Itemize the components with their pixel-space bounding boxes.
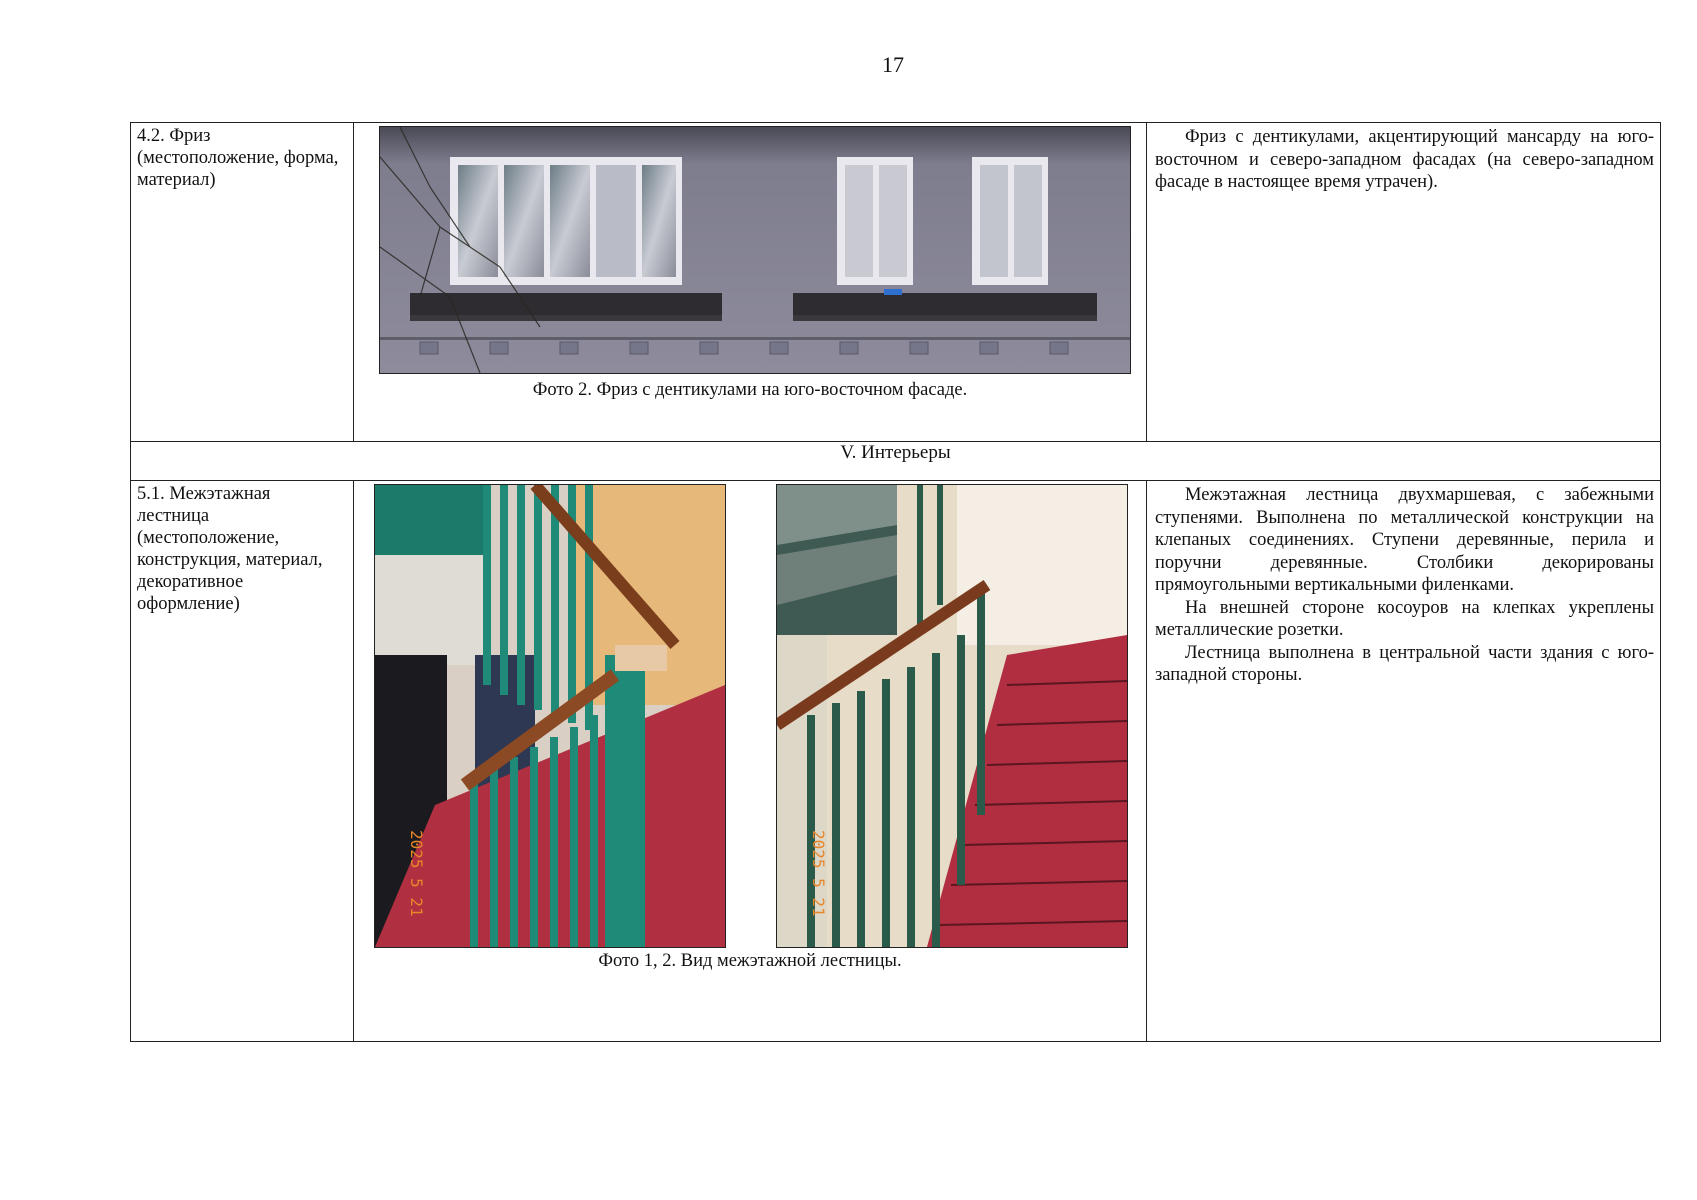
- stairs-photo-caption: Фото 1, 2. Вид межэтажной лестницы.: [598, 951, 902, 971]
- frieze-label: 4.2. Фриз (местоположение, форма, материал): [137, 126, 339, 190]
- stairs-photo-1: [374, 484, 726, 948]
- stairs-description-paragraph: Лестница выполнена в центральной части здания с юго-западной стороны.: [1155, 642, 1654, 685]
- frieze-description-cell: [1147, 123, 1661, 442]
- frieze-description: Фриз с дентикулами, акцентирующий мансарду на юго-восточном и северо-западном фасадах (на северо-западном фасаде в настоящее время утрачен).: [1155, 127, 1654, 192]
- section-title: V. Интерьеры: [131, 442, 1661, 481]
- stairs-description-paragraph: Межэтажная лестница двухмаршевая, с забежными ступенями. Выполнена по металлической конструкции на клепаных соединениях. Ступени деревянные, перила и поручни деревянные. Столбики декорированы прямоугольными вертикальными филенками.: [1155, 485, 1654, 595]
- stairs-photo-cell: [354, 481, 1147, 1042]
- page-number: 17: [882, 52, 904, 77]
- monument-subject-table: [130, 122, 1661, 1042]
- frieze-label-cell: [131, 123, 354, 442]
- frieze-photo-cell: [354, 123, 1147, 442]
- stairs-label: 5.1. Межэтажная лестница (местоположение, конструкция, материал, декоративное оформление): [137, 484, 323, 614]
- stairs-description-paragraph: На внешней стороне косоуров на клепках укреплены металлические розетки.: [1155, 597, 1654, 640]
- stairs-description-cell: [1147, 481, 1661, 1042]
- frieze-photo-caption: Фото 2. Фриз с дентикулами на юго-восточном фасаде.: [532, 380, 968, 400]
- table-row-section: [131, 442, 1661, 481]
- stairs-label-cell: [131, 481, 354, 1042]
- table-row-frieze: [131, 123, 1661, 442]
- stairs-photo-2: [776, 484, 1128, 948]
- table-row-stairs: [131, 481, 1661, 1042]
- stairs-photo-1-stamp: 2025 5 21: [407, 830, 426, 917]
- frieze-photo: [379, 126, 1131, 374]
- stairs-photo-2-stamp: 2025 5 21: [809, 830, 828, 917]
